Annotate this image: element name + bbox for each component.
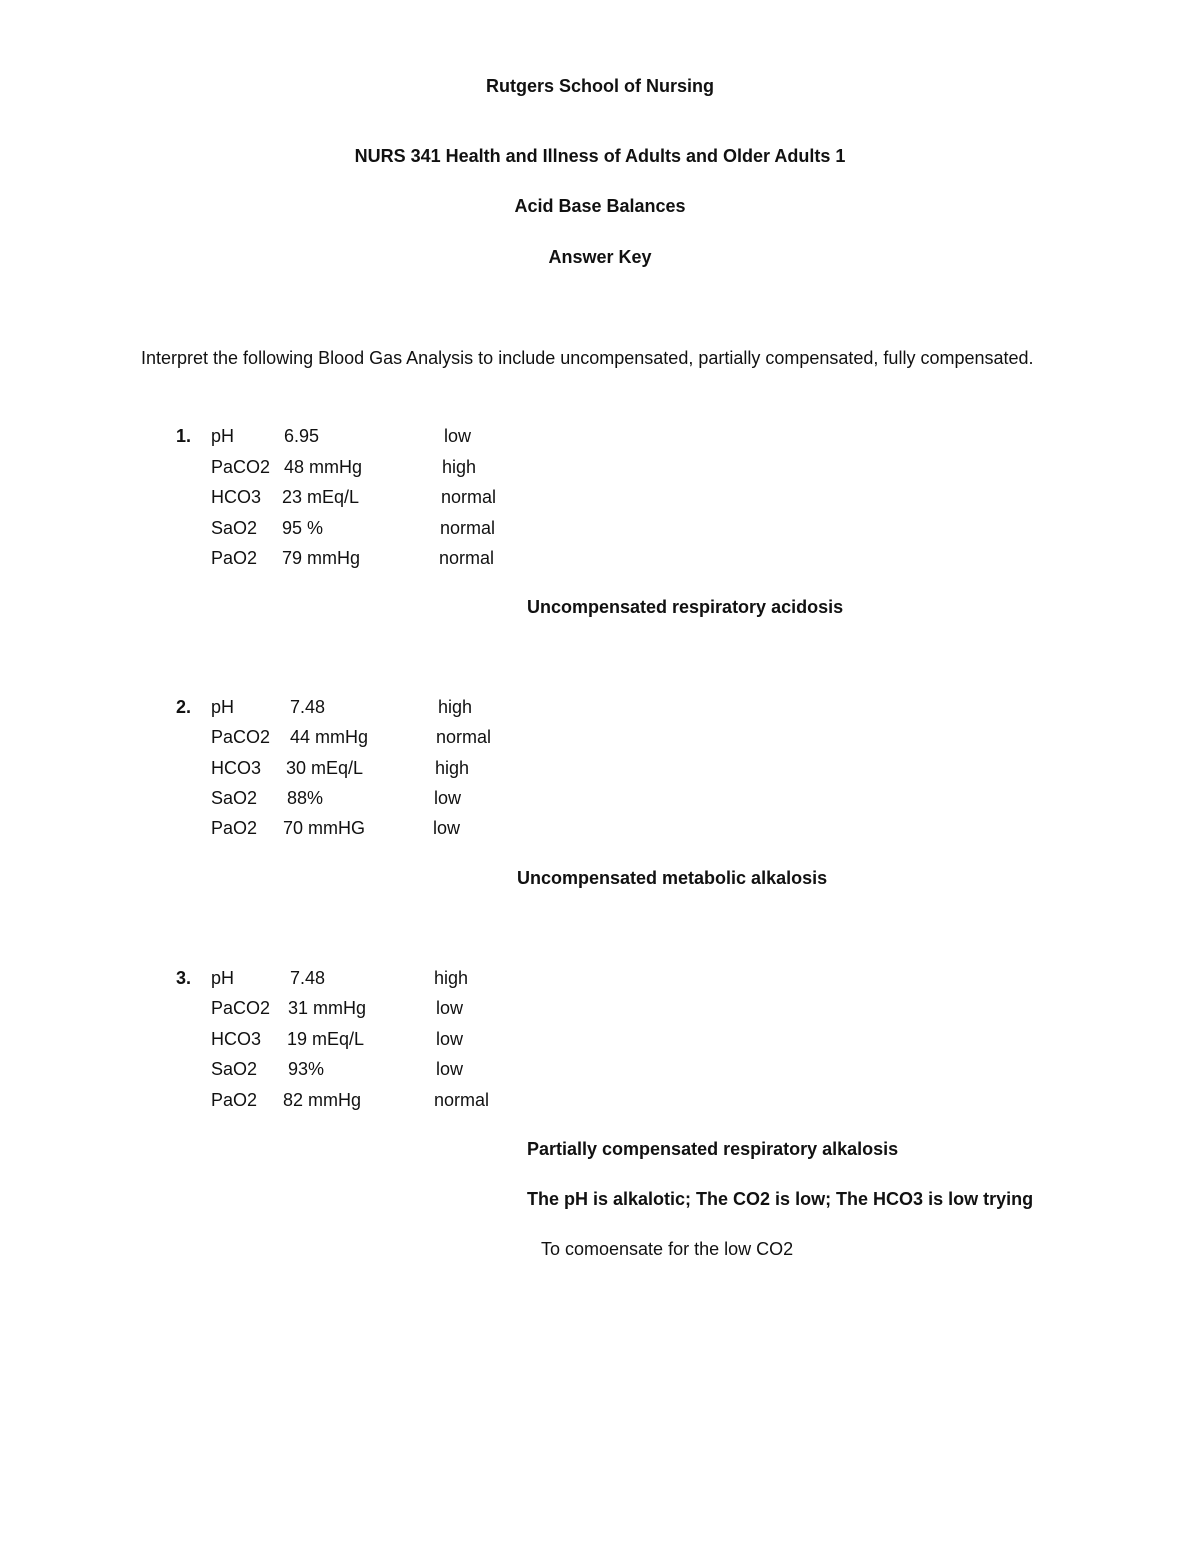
row-status: high [434, 968, 469, 988]
row-value: 70 mmHG [283, 818, 366, 838]
row-value: 6.95 [284, 426, 320, 446]
row-label: SaO2 [211, 518, 258, 538]
row-status: normal [440, 518, 496, 538]
row-label: SaO2 [211, 788, 258, 808]
row-label: HCO3 [211, 758, 262, 778]
row-label: PaO2 [211, 1090, 258, 1110]
row-value: 82 mmHg [283, 1090, 362, 1110]
row-value: 88% [287, 788, 324, 808]
row-status: low [436, 1029, 464, 1049]
explanation-continued-text: To comoensate for the low CO2 [541, 1239, 794, 1259]
row-label: PaCO2 [211, 457, 271, 477]
row-status: high [442, 457, 477, 477]
row-status: normal [439, 548, 495, 568]
question-number: 2. [176, 697, 192, 717]
row-label: pH [211, 426, 235, 446]
row-label: HCO3 [211, 487, 262, 507]
row-status: low [434, 788, 462, 808]
row-status: low [436, 998, 464, 1018]
row-label: PaO2 [211, 818, 258, 838]
row-status: high [435, 758, 470, 778]
row-label: SaO2 [211, 1059, 258, 1079]
row-label: PaCO2 [211, 727, 271, 747]
row-value: 48 mmHg [284, 457, 363, 477]
row-value: 93% [288, 1059, 325, 1079]
row-status: high [438, 697, 473, 717]
doc-type-title: Answer Key [548, 247, 652, 267]
row-status: low [444, 426, 472, 446]
row-label: PaCO2 [211, 998, 271, 1018]
row-value: 95 % [282, 518, 324, 538]
row-value: 31 mmHg [288, 998, 367, 1018]
row-label: pH [211, 697, 235, 717]
explanation-text: The pH is alkalotic; The CO2 is low; The HCO3 is low trying [527, 1189, 1034, 1209]
row-value: 7.48 [290, 697, 326, 717]
row-status: normal [436, 727, 492, 747]
row-value: 7.48 [290, 968, 326, 988]
row-status: normal [434, 1090, 490, 1110]
row-status: low [433, 818, 461, 838]
row-value: 44 mmHg [290, 727, 369, 747]
row-value: 79 mmHg [282, 548, 361, 568]
question-number: 3. [176, 968, 192, 988]
row-label: PaO2 [211, 548, 258, 568]
answer-text: Partially compensated respiratory alkalosis [527, 1139, 899, 1159]
answer-text: Uncompensated respiratory acidosis [527, 597, 844, 617]
course-title: NURS 341 Health and Illness of Adults and Older Adults 1 [354, 146, 846, 166]
row-status: normal [441, 487, 497, 507]
row-status: low [436, 1059, 464, 1079]
row-value: 23 mEq/L [282, 487, 360, 507]
school-title: Rutgers School of Nursing [485, 76, 714, 96]
question-number: 1. [176, 426, 192, 446]
answer-text: Uncompensated metabolic alkalosis [517, 868, 828, 888]
instructions-text: Interpret the following Blood Gas Analysis to include uncompensated, partially compensated, fully compensated. [141, 348, 1034, 368]
row-value: 19 mEq/L [287, 1029, 365, 1049]
row-label: pH [211, 968, 235, 988]
topic-title: Acid Base Balances [514, 196, 686, 216]
row-value: 30 mEq/L [286, 758, 364, 778]
row-label: HCO3 [211, 1029, 262, 1049]
